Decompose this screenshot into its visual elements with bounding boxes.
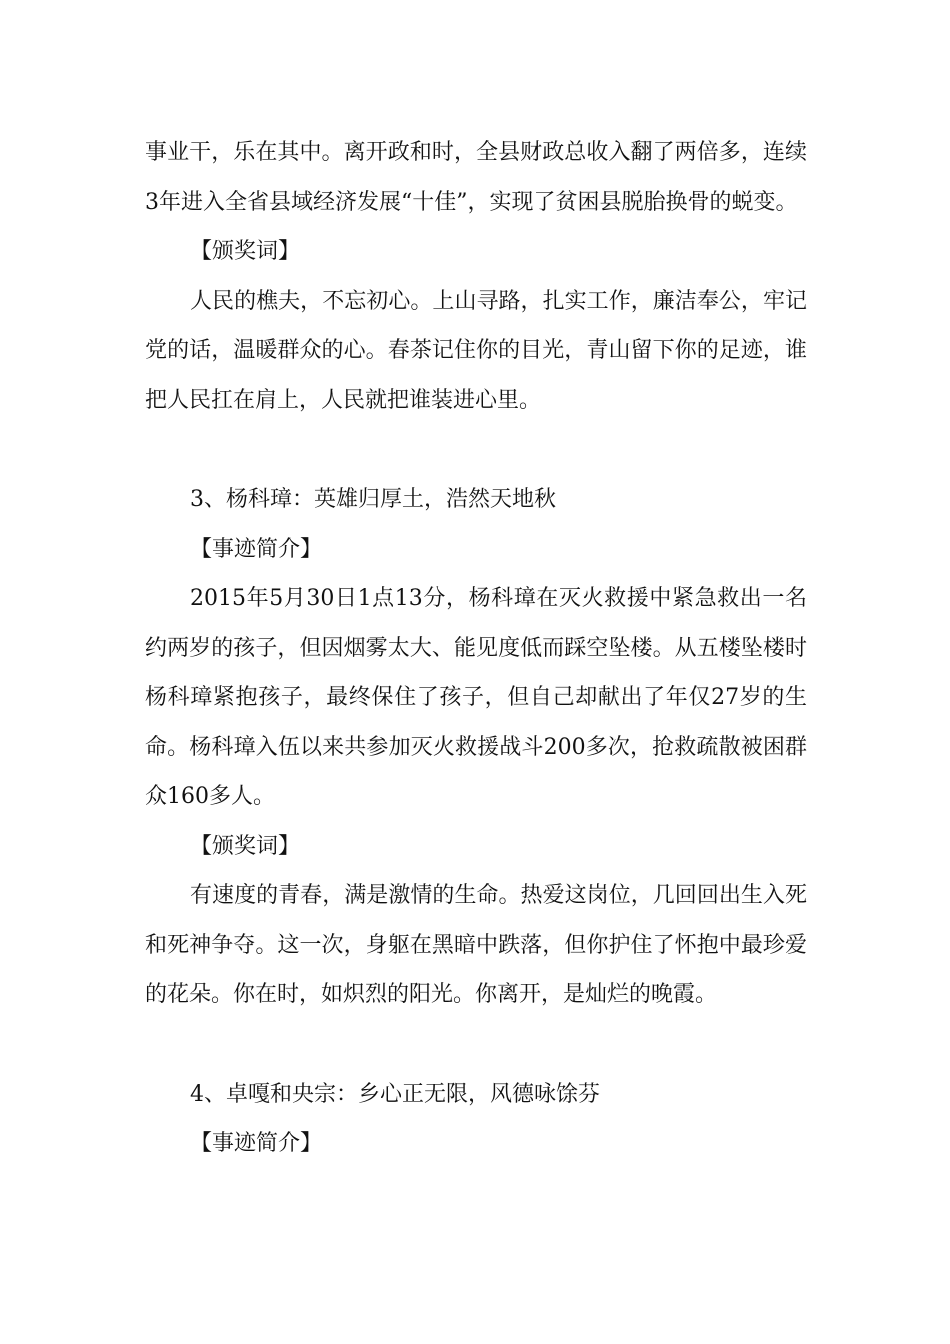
body-paragraph: 事业干，乐在其中。离开政和时，全县财政总收入翻了两倍多，连续3年进入全省县域经济发展“十佳”，实现了贫困县脱胎换骨的蜕变。 [145,140,807,215]
award-speech-heading: 【颁奖词】 [190,239,301,264]
award-speech-paragraph: 有速度的青春，满是激情的生命。热爱这岗位，几回回出生入死和死神争夺。这一次，身躯在黑暗中跌落，但你护住了怀抱中最珍爱的花朵。你在时，如炽烈的阳光。你离开，是灿烂的晚霞。 [145,883,807,1007]
story-heading: 【事迹简介】 [190,536,323,562]
story-heading: 【事迹简介】 [190,1131,323,1156]
award-speech-paragraph: 人民的樵夫，不忘初心。上山寻路，扎实工作，廉洁奉公，牢记党的话，温暖群众的心。春茶记住你的目光，青山留下你的足迹，谁把人民扛在肩上，人民就把谁装进心里。 [145,288,807,413]
story-paragraph: 2015年5月30日1点13分，杨科璋在灭火救援中紧急救出一名约两岁的孩子，但因烟雾太大、能见度低而踩空坠楼。从五楼坠楼时杨科璋紧抱孩子，最终保住了孩子，但自己却献出了年仅27岁的生命。杨科璋入伍以来共参加灭火救援战斗200多次，抢救疏散被困群众160多人。 [145,586,807,809]
document-page [145,128,807,1169]
section-heading: 4、卓嘎和央宗：乡心正无限，风德咏馀芬 [190,1081,600,1107]
section-heading: 3、杨科璋：英雄归厚土，浩然天地秋 [190,487,556,512]
award-speech-heading: 【颁奖词】 [190,833,301,859]
